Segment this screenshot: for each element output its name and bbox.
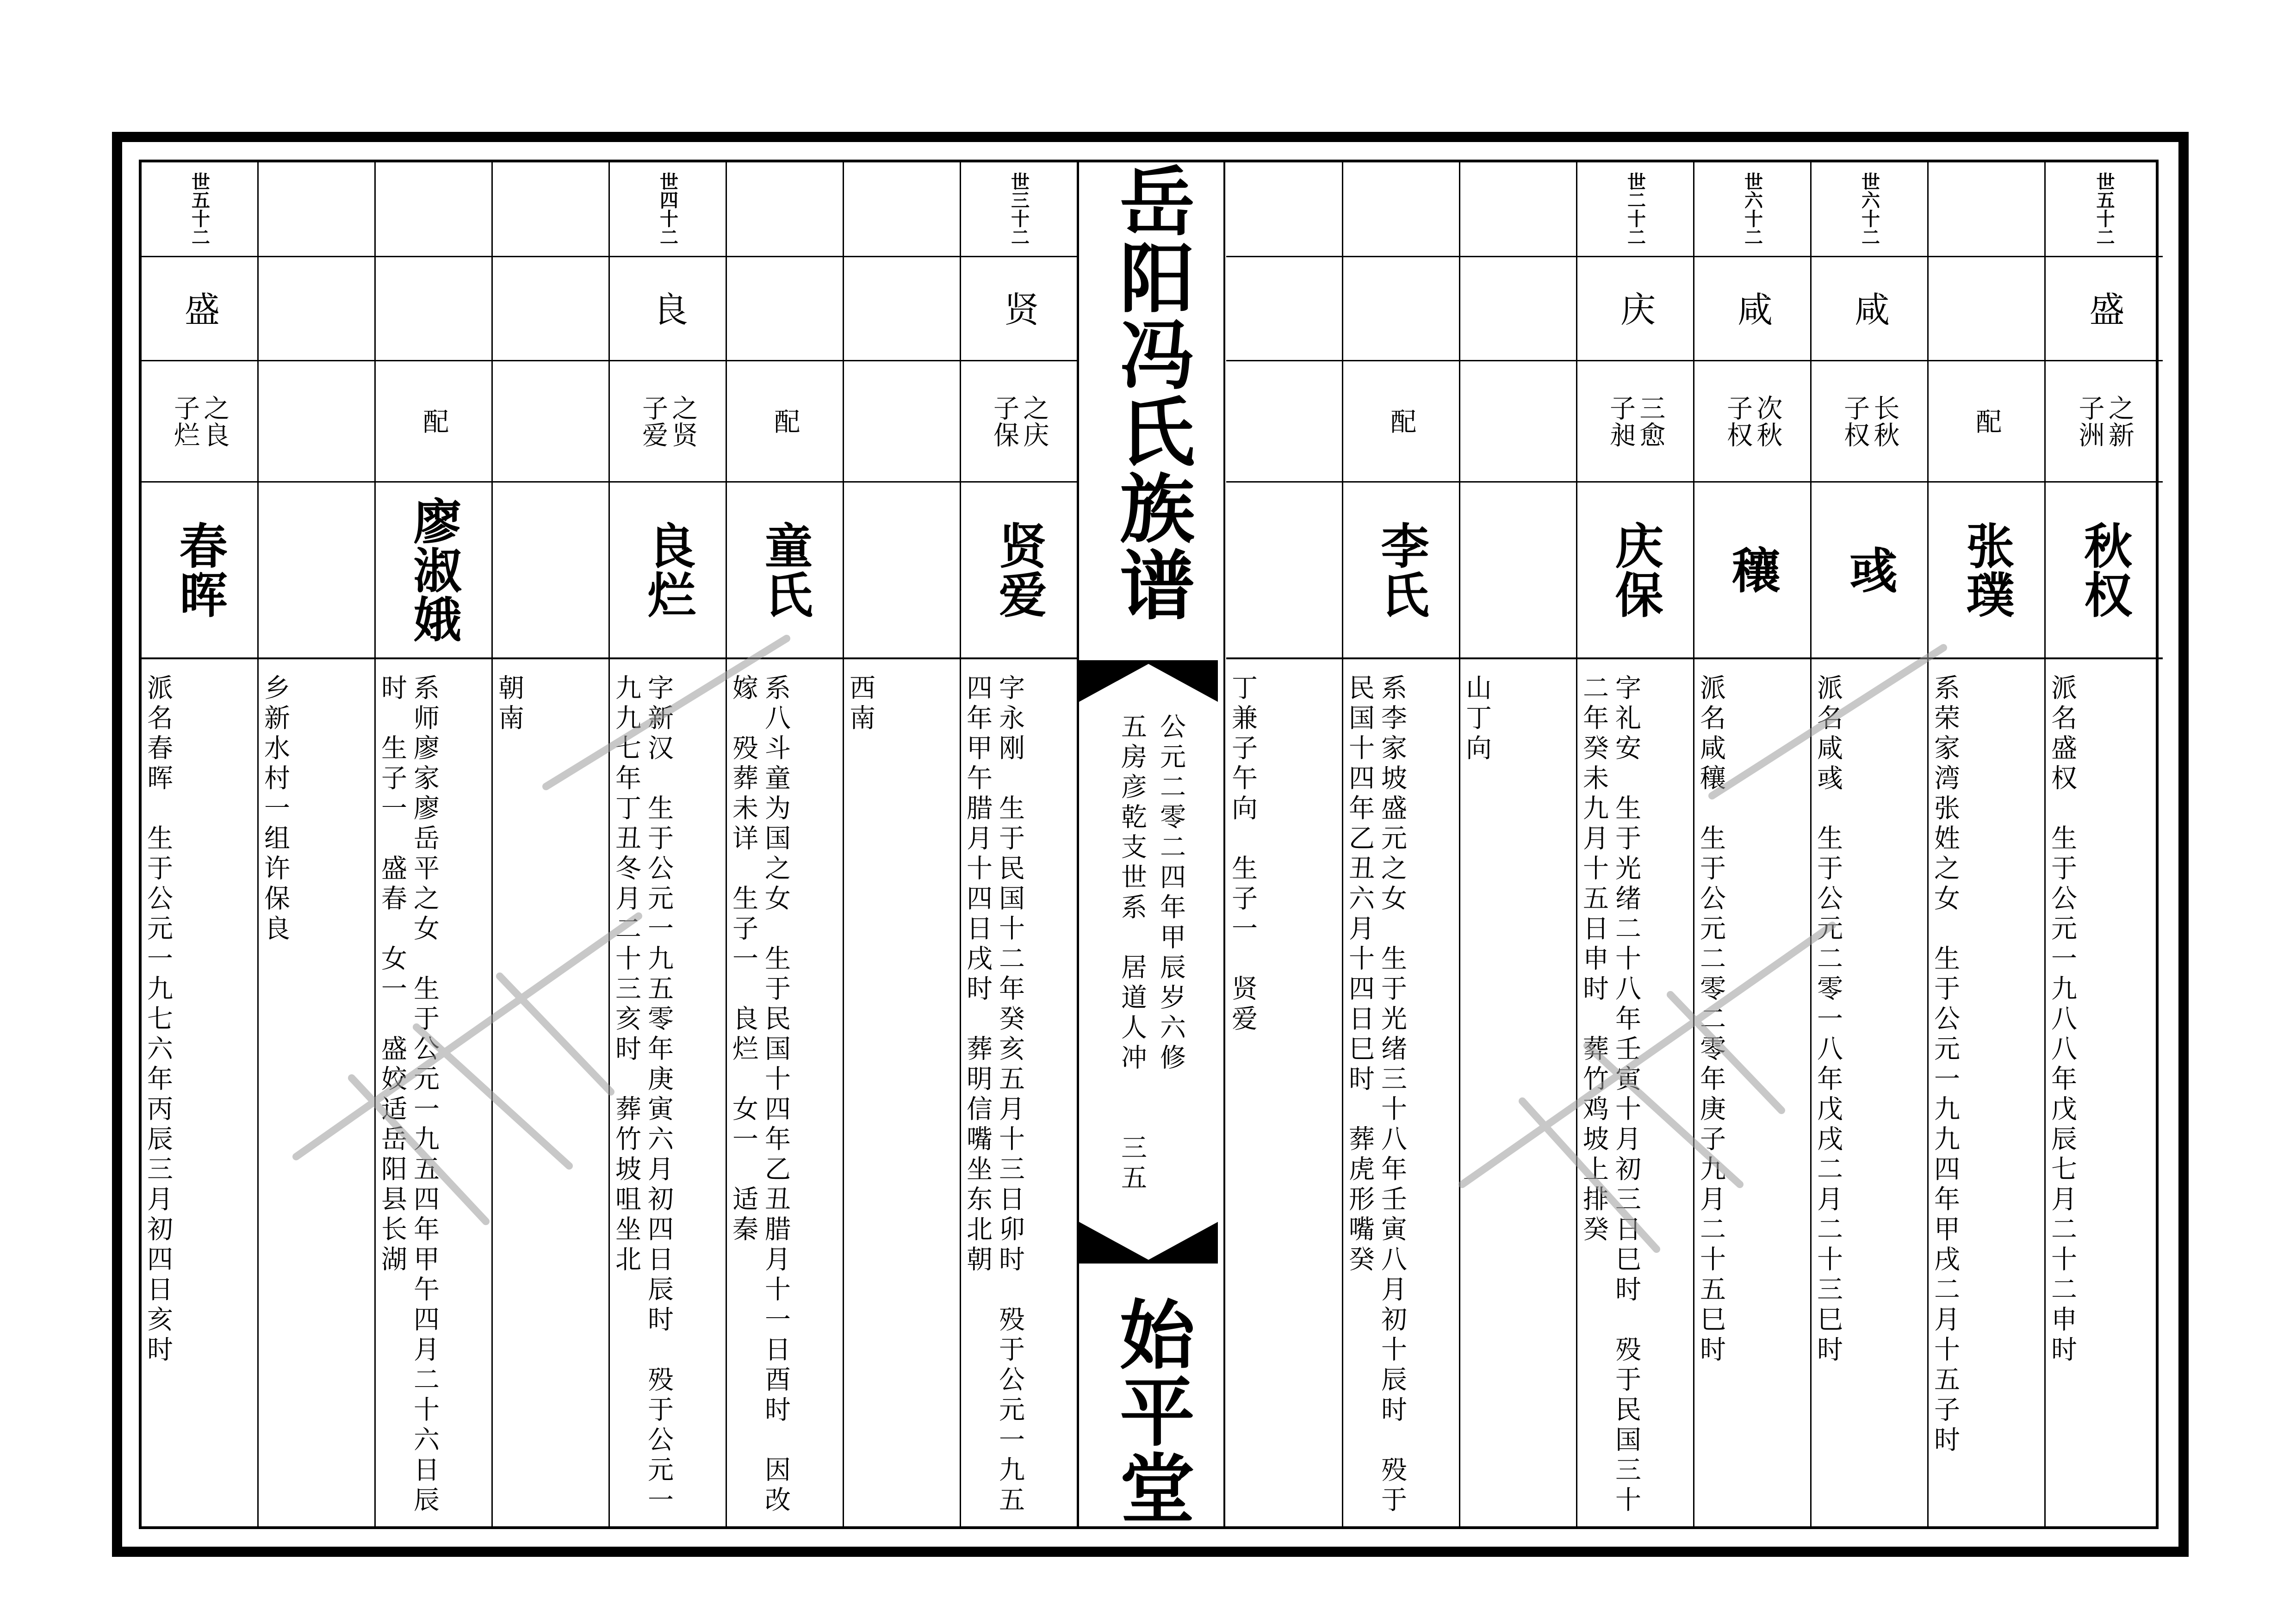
generation-label: 世五十二 bbox=[188, 172, 211, 246]
biography: 朝南 bbox=[494, 674, 524, 734]
person-name-cell bbox=[2046, 483, 2163, 659]
person-name-cell bbox=[844, 483, 960, 659]
generation-label-cell bbox=[142, 162, 257, 257]
biography-cell bbox=[259, 660, 374, 1526]
relation-cell: 之庆 子保 bbox=[989, 394, 1049, 448]
generation-char-cell bbox=[961, 257, 1077, 361]
generation-char-cell bbox=[493, 257, 608, 361]
relation-cell-cell bbox=[1226, 361, 1342, 483]
generation-label-cell bbox=[493, 162, 608, 257]
relation-cell: 之新 子洲 bbox=[2074, 394, 2135, 448]
generation-label: 世二十二 bbox=[1624, 172, 1646, 246]
biography: 字新汉 生于公元一九五零年庚寅六月初四日辰时 殁于公元一九九七年丁丑冬月二十三亥时 葬竹坡咀坐北 bbox=[611, 674, 674, 1516]
relation-cell-cell bbox=[493, 361, 608, 483]
biography-cell bbox=[2046, 660, 2163, 1526]
biography: 系荣家湾张姓之女 生于公元一九九四年甲戌二月十五子时 bbox=[1930, 674, 1960, 1456]
biography-cell bbox=[1343, 660, 1459, 1526]
generation-label-cell bbox=[1460, 162, 1576, 257]
genealogy-column bbox=[1226, 162, 1343, 1526]
title-block bbox=[1079, 162, 1223, 657]
relation-cell: 配 bbox=[1386, 408, 1417, 435]
relation-cell-cell bbox=[610, 361, 726, 483]
biography-cell bbox=[493, 660, 608, 1526]
genealogy-column bbox=[1460, 162, 1577, 1526]
biography-cell bbox=[1812, 660, 1927, 1526]
person-name-cell bbox=[1812, 483, 1927, 659]
relation-cell-cell bbox=[1694, 361, 1810, 483]
person-name-cell bbox=[142, 483, 257, 659]
relation-cell: 配 bbox=[770, 408, 800, 435]
biography: 派名咸彧 生于公元二零一八年戊戌二月二十三巳时 bbox=[1813, 674, 1843, 1366]
generation-char-cell bbox=[1460, 257, 1576, 361]
genealogy-column bbox=[844, 162, 961, 1526]
generation-char: 咸 bbox=[1849, 291, 1890, 326]
biography: 派名春晖 生于公元一九七六年丙辰三月初四日亥时 bbox=[143, 674, 173, 1366]
generation-char-cell bbox=[844, 257, 960, 361]
genealogy-page bbox=[139, 160, 2159, 1529]
ornament-bottom bbox=[1079, 1222, 1218, 1264]
relation-cell: 配 bbox=[419, 408, 449, 435]
person-name-cell bbox=[610, 483, 726, 659]
biography: 系师廖家廖岳平之女 生于公元一九五四年甲午四月二十六日辰时 生子一 盛春 女一 盛姣适岳阳县长湖 bbox=[377, 674, 440, 1516]
generation-char-cell bbox=[259, 257, 374, 361]
generation-char: 咸 bbox=[1731, 291, 1773, 326]
biography-cell bbox=[844, 660, 960, 1526]
biography: 山丁向 bbox=[1462, 674, 1492, 764]
generation-label-cell bbox=[1577, 162, 1693, 257]
genealogy-column bbox=[1343, 162, 1460, 1526]
generation-char: 良 bbox=[647, 291, 689, 326]
person-name: 穰 bbox=[1724, 545, 1781, 595]
generation-label: 世六十二 bbox=[1858, 172, 1880, 246]
person-name-cell bbox=[961, 483, 1077, 659]
person-name: 廖淑娥 bbox=[405, 496, 462, 644]
relation-cell-cell bbox=[1460, 361, 1576, 483]
generation-char: 盛 bbox=[2084, 291, 2125, 326]
generation-label: 世六十二 bbox=[1741, 172, 1763, 246]
biography: 系李家坡盛元之女 生于光绪三十八年壬寅八月初十辰时 殁于民国十四年乙丑六月十四日巳时 葬虎形嘴癸 bbox=[1345, 674, 1407, 1516]
person-name-cell bbox=[259, 483, 374, 659]
ornament-top bbox=[1079, 660, 1218, 702]
genealogy-column bbox=[610, 162, 727, 1526]
person-name: 张璞 bbox=[1958, 521, 2015, 619]
person-name-cell bbox=[727, 483, 843, 659]
genealogy-column bbox=[142, 162, 259, 1526]
person-name: 春晖 bbox=[171, 521, 228, 619]
generation-char-cell bbox=[1812, 257, 1927, 361]
generation-label: 世五十二 bbox=[2093, 172, 2115, 246]
title-column bbox=[1077, 162, 1225, 1526]
generation-char-cell bbox=[1694, 257, 1810, 361]
subtitle-block bbox=[1079, 699, 1223, 1227]
person-name-cell bbox=[493, 483, 608, 659]
relation-cell-cell bbox=[376, 361, 491, 483]
genealogy-column bbox=[961, 162, 1078, 1526]
generation-label-cell bbox=[376, 162, 491, 257]
person-name: 李氏 bbox=[1372, 521, 1430, 619]
relation-cell: 次秋 子权 bbox=[1723, 394, 1783, 448]
relation-cell-cell bbox=[142, 361, 257, 483]
biography-cell bbox=[961, 660, 1077, 1526]
generation-label-cell bbox=[1929, 162, 2044, 257]
generation-char: 贤 bbox=[998, 291, 1040, 326]
document-title: 岳阳冯氏族谱 bbox=[1107, 162, 1195, 623]
generation-label-cell bbox=[844, 162, 960, 257]
biography-cell bbox=[610, 660, 726, 1526]
generation-label-cell bbox=[1812, 162, 1927, 257]
genealogy-column bbox=[1812, 162, 1929, 1526]
generation-label-cell bbox=[961, 162, 1077, 257]
generation-label-cell bbox=[1226, 162, 1342, 257]
generation-label-cell bbox=[259, 162, 374, 257]
generation-label-cell bbox=[610, 162, 726, 257]
genealogy-column bbox=[259, 162, 376, 1526]
generation-label-cell bbox=[1694, 162, 1810, 257]
biography-cell bbox=[1694, 660, 1810, 1526]
person-name-cell bbox=[1929, 483, 2044, 659]
generation-label-cell bbox=[2046, 162, 2163, 257]
genealogy-column bbox=[1577, 162, 1694, 1526]
generation-char-cell bbox=[1577, 257, 1693, 361]
generation-char: 盛 bbox=[179, 291, 220, 326]
biography: 字永刚 生于民国十二年癸亥五月十三日卯时 殁于公元一九五四年甲午腊月十四日戌时 葬明信嘴坐东北朝 bbox=[962, 674, 1025, 1516]
generation-char-cell bbox=[2046, 257, 2163, 361]
person-name-cell bbox=[376, 483, 491, 659]
genealogy-column bbox=[376, 162, 493, 1526]
relation-cell-cell bbox=[1343, 361, 1459, 483]
genealogy-column bbox=[493, 162, 610, 1526]
person-name: 彧 bbox=[1841, 545, 1898, 595]
genealogy-column bbox=[2046, 162, 2163, 1526]
person-name: 秋权 bbox=[2076, 521, 2133, 619]
genealogy-column bbox=[1694, 162, 1812, 1526]
genealogy-column bbox=[727, 162, 844, 1526]
person-name-cell bbox=[1226, 483, 1342, 659]
generation-char-cell bbox=[1929, 257, 2044, 361]
biography-cell bbox=[376, 660, 491, 1526]
relation-cell: 配 bbox=[1972, 408, 2002, 435]
biography-cell bbox=[142, 660, 257, 1526]
biography: 系八斗童为国之女 生于民国十四年乙丑腊月十一日酉时 因改嫁 殁葬未详 生子一 良烂 女一 适秦 bbox=[728, 674, 791, 1516]
biography: 派名盛权 生于公元一九八八年戊辰七月二十二申时 bbox=[2047, 674, 2077, 1366]
person-name-cell bbox=[1343, 483, 1459, 659]
generation-char-cell bbox=[1226, 257, 1342, 361]
person-name-cell bbox=[1694, 483, 1810, 659]
biography: 派名咸穰 生于公元二零二零年庚子九月二十五巳时 bbox=[1696, 674, 1726, 1366]
person-name-cell bbox=[1577, 483, 1693, 659]
biography-cell bbox=[1577, 660, 1693, 1526]
person-name: 童氏 bbox=[756, 521, 813, 619]
generation-char-cell bbox=[376, 257, 491, 361]
relation-cell: 三愈 子昶 bbox=[1606, 394, 1666, 448]
person-name: 庆保 bbox=[1607, 521, 1664, 619]
genealogy-column bbox=[1929, 162, 2046, 1526]
relation-cell-cell bbox=[1929, 361, 2044, 483]
relation-cell: 之贤 子爱 bbox=[638, 394, 698, 448]
generation-char-cell bbox=[1343, 257, 1459, 361]
person-name: 贤爱 bbox=[990, 521, 1048, 619]
generation-label-cell bbox=[1343, 162, 1459, 257]
biography: 乡新水村一组许保良 bbox=[260, 674, 290, 945]
generation-char: 庆 bbox=[1614, 291, 1656, 326]
hall-name: 始平堂 bbox=[1107, 1296, 1195, 1526]
biography: 西南 bbox=[845, 674, 875, 734]
biography: 丁兼子午向 生子一 贤爱 bbox=[1228, 674, 1258, 1035]
generation-label: 世四十二 bbox=[657, 172, 679, 246]
relation-cell-cell bbox=[1812, 361, 1927, 483]
relation-cell-cell bbox=[727, 361, 843, 483]
branch-subtitle: 五房彦乾支世系 居道人冲 三五 bbox=[1117, 713, 1147, 1194]
relation-cell-cell bbox=[259, 361, 374, 483]
generation-char-cell bbox=[727, 257, 843, 361]
relation-cell: 长秋 子权 bbox=[1840, 394, 1900, 448]
relation-cell-cell bbox=[961, 361, 1077, 483]
generation-label: 世三十二 bbox=[1008, 172, 1030, 246]
biography-cell bbox=[1929, 660, 2044, 1526]
revision-note: 公元二零二四年甲辰岁六修 bbox=[1156, 713, 1186, 1074]
biography-cell bbox=[1460, 660, 1576, 1526]
biography: 字礼安 生于光绪二十八年壬寅十月初三日巳时 殁于民国三十二年癸未九月十五日申时 葬竹鸡坡上排癸 bbox=[1579, 674, 1641, 1516]
generation-label-cell bbox=[727, 162, 843, 257]
biography-cell bbox=[1226, 660, 1342, 1526]
biography-cell bbox=[727, 660, 843, 1526]
relation-cell-cell bbox=[1577, 361, 1693, 483]
relation-cell-cell bbox=[2046, 361, 2163, 483]
hall-block bbox=[1079, 1258, 1223, 1526]
generation-char-cell bbox=[610, 257, 726, 361]
person-name: 良烂 bbox=[639, 521, 696, 619]
relation-cell: 之良 子烂 bbox=[170, 394, 230, 448]
generation-char-cell bbox=[142, 257, 257, 361]
person-name-cell bbox=[1460, 483, 1576, 659]
relation-cell-cell bbox=[844, 361, 960, 483]
